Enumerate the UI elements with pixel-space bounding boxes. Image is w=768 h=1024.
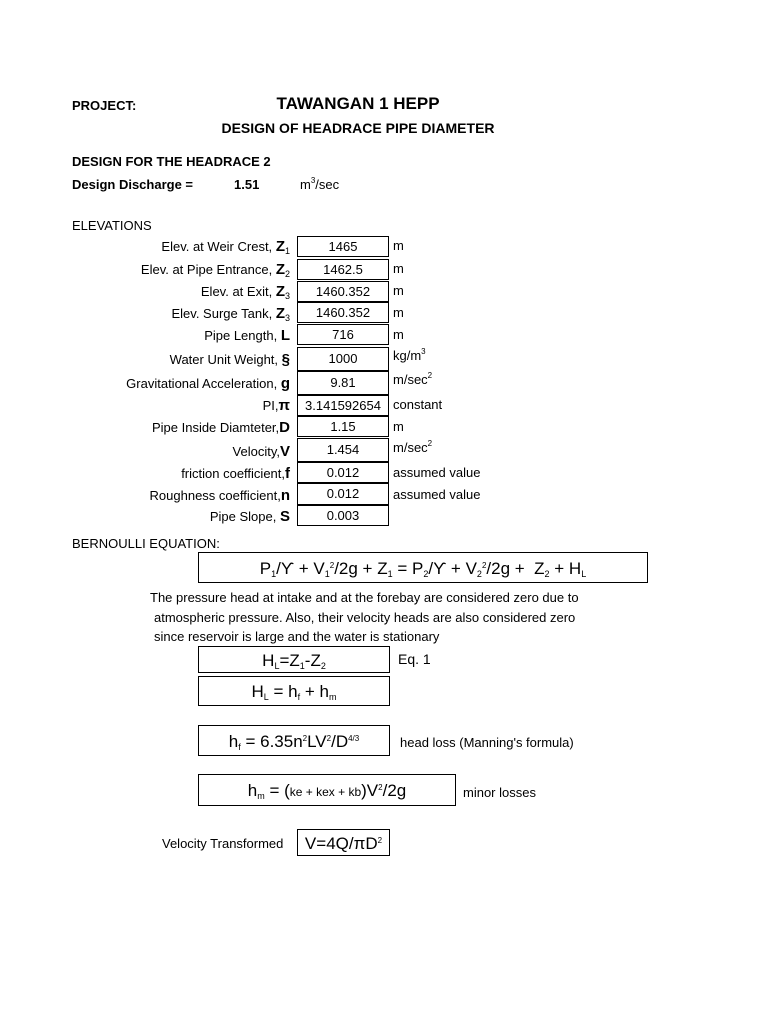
value-unit-weight: 1000	[297, 347, 389, 371]
value-pipe-entrance: 1462.5	[297, 259, 389, 280]
unit-pi: constant	[393, 397, 443, 412]
assumption-line-2: atmospheric pressure. Also, their velocity heads are also considered zero	[154, 610, 576, 625]
row-label-pi: PI,π	[262, 397, 290, 414]
design-heading: DESIGN FOR THE HEADRACE 2	[72, 154, 271, 169]
value-slope: 0.003	[297, 505, 389, 526]
value-weir-crest: 1465	[297, 236, 389, 257]
row-label-slope: Pipe Slope, S	[209, 508, 290, 525]
row-label-exit: Elev. at Exit, $Z_3$	[200, 283, 290, 301]
elevations-heading: ELEVATIONS	[72, 218, 152, 233]
value-pipe-length: 716	[297, 324, 389, 345]
value-surge-tank: 1460.352	[297, 302, 389, 323]
head-loss-sum-equation: $H_L = h_f + h_m$	[198, 676, 390, 706]
minor-loss-note: minor losses	[463, 785, 536, 800]
row-label-friction: friction coefficient,f	[181, 465, 290, 482]
eq1-label: Eq. 1	[398, 651, 431, 667]
row-label-weir-crest: Elev. at Weir Crest, $Z_1$	[161, 238, 290, 256]
value-pi: 3.141592654	[297, 395, 389, 416]
unit-pipe-length: m	[393, 327, 404, 342]
unit-exit: m	[393, 283, 404, 298]
minor-loss-equation: $h_m = (ke$ + kex + $kb)V^2/2g$	[198, 774, 456, 806]
unit-friction: assumed value	[393, 465, 481, 480]
value-gravity: 9.81	[297, 371, 389, 395]
velocity-label: Velocity Transformed	[162, 836, 284, 851]
discharge-label: Design Discharge =	[72, 177, 194, 192]
assumption-line-1: The pressure head at intake and at the forebay are considered zero due to	[150, 590, 579, 605]
discharge-unit: $m^3/\sec$	[300, 176, 340, 192]
unit-pipe-entrance: m	[393, 261, 404, 276]
project-label: PROJECT:	[72, 98, 137, 113]
row-label-pipe-length: Pipe Length, L	[204, 327, 290, 344]
bernoulli-equation: $P_1/ϒ + V_1^2/2g + Z_1 = P_2/ϒ + V_2^2/2g + Z_2 + H_L$	[198, 552, 648, 583]
row-label-velocity: Velocity,V	[232, 443, 290, 460]
head-loss-equation: $H_L=Z_1-Z_2$	[198, 646, 390, 673]
manning-equation: $h_f = 6.35n^2LV^2/D^{4/3}$	[198, 725, 390, 756]
row-label-unit-weight: Water Unit Weight, §	[169, 351, 290, 368]
row-label-surge-tank: Elev. Surge Tank, $Z_3$	[171, 305, 290, 323]
page-subtitle: DESIGN OF HEADRACE PIPE DIAMETER	[221, 120, 495, 136]
value-roughness: 0.012	[297, 483, 389, 505]
project-name: TAWANGAN 1 HEPP	[276, 94, 440, 113]
discharge-value: 1.51	[234, 177, 260, 192]
unit-weir-crest: m	[393, 238, 404, 253]
row-label-pipe-entrance: Elev. at Pipe Entrance, $Z_2$	[140, 261, 290, 279]
row-label-roughness: Roughness coefficient,n	[149, 487, 290, 504]
manning-note: head loss (Manning's formula)	[400, 735, 574, 750]
unit-diameter: m	[393, 419, 404, 434]
assumption-line-3: since reservoir is large and the water is stationary	[154, 629, 440, 644]
value-velocity: 1.454	[297, 438, 389, 462]
unit-unit-weight: $kg/m^3$	[393, 347, 426, 363]
value-exit: 1460.352	[297, 281, 389, 302]
unit-gravity: $m/\sec^2$	[393, 371, 433, 387]
value-diameter: 1.15	[297, 416, 389, 437]
row-label-diameter: Pipe Inside Diamteter,D	[151, 419, 290, 436]
unit-velocity: $m/\sec^2$	[393, 439, 433, 455]
unit-surge-tank: m	[393, 305, 404, 320]
velocity-equation: $V=4Q/\pi D^2$	[297, 829, 390, 856]
bernoulli-heading: BERNOULLI EQUATION:	[72, 536, 220, 551]
value-friction: 0.012	[297, 462, 389, 483]
unit-roughness: assumed value	[393, 487, 481, 502]
row-label-gravity: Gravitational Acceleration, g	[126, 375, 290, 392]
